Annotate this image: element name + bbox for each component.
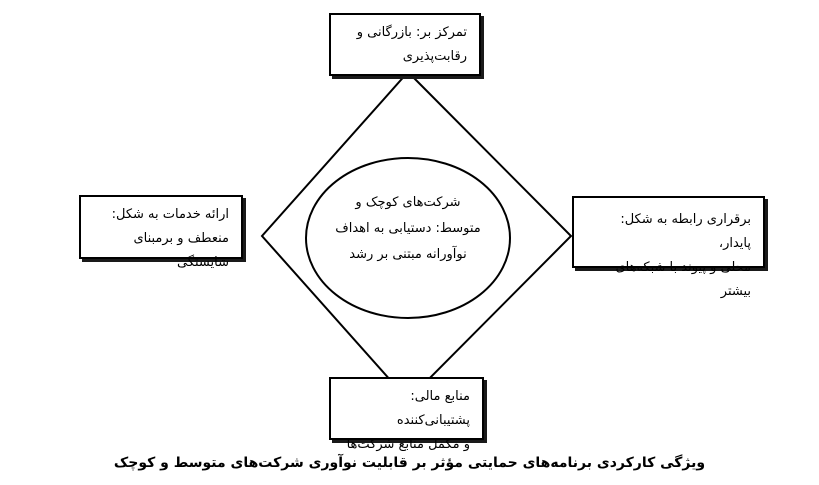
top-box-line-1: تمرکز بر: بازرگانی و xyxy=(356,25,467,40)
figure-caption: ویژگی کارکردی برنامه‌های حمایتی مؤثر بر قابلیت نوآوری شرکت‌های متوسط و کوچک xyxy=(113,455,706,471)
center-line-3: نوآورانه مبتنی بر رشد xyxy=(349,247,467,262)
bottom-box-line-2: و مکمل منابع شرکت‌ها xyxy=(346,437,470,452)
top-box-line-2: رقابت‌پذیری xyxy=(402,49,467,64)
top-box xyxy=(329,13,481,76)
left-box-line-2: منعطف و برمبنای شایستگی xyxy=(133,231,229,270)
bottom-box-line-1: منابع مالی: پشتیبانی‌کننده xyxy=(396,389,470,428)
right-box xyxy=(572,196,765,299)
left-box-line-1: ارائه خدمات به شکل: xyxy=(111,207,229,222)
right-box-line-2: محلی و پیوند با شبکه‌های بیشتر xyxy=(615,260,751,299)
left-box xyxy=(79,195,243,270)
center-text xyxy=(318,190,498,268)
center-line-1: شرکت‌های کوچک و xyxy=(355,195,461,210)
right-box-line-1: برقراری رابطه به شکل: پایدار، xyxy=(620,212,751,251)
bottom-box xyxy=(329,377,484,452)
center-line-2: متوسط: دستیابی به اهداف xyxy=(335,221,481,236)
